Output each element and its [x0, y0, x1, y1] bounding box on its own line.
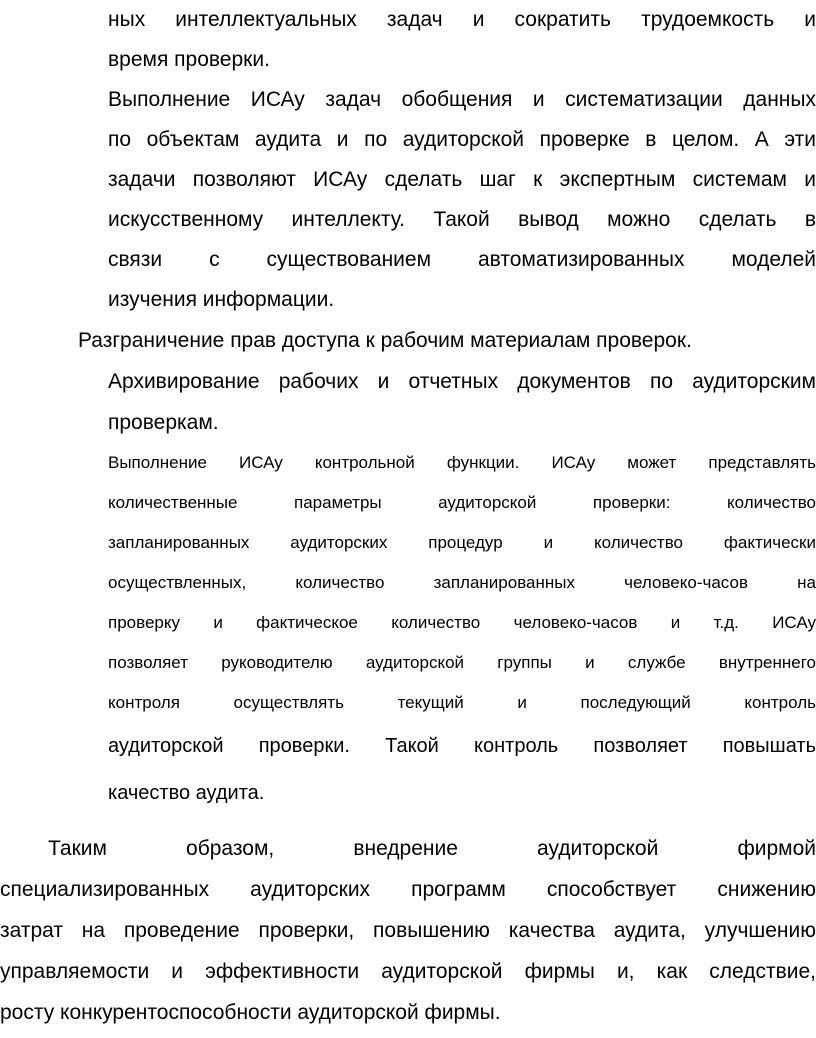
text-line: Архивирование рабочих и отчетных документов по аудиторским: [108, 370, 816, 393]
text-line: Таким образом, внедрение аудиторской фирмой: [48, 837, 816, 860]
text-line: контроля осуществлять текущий и последующий контроль: [108, 693, 816, 712]
list-item-archive: [108, 361, 816, 443]
text-line: аудиторской проверки. Такой контроль позволяет повышать: [108, 735, 816, 757]
text-line: росту конкурентоспособности аудиторской фирмы.: [0, 1001, 501, 1024]
text-line: количественные параметры аудиторской проверки: количество: [108, 493, 816, 512]
text-line: проверкам.: [108, 411, 219, 434]
text-line: время проверки.: [108, 48, 270, 71]
text-line: ных интеллектуальных задач и сократить трудоемкость и: [108, 8, 816, 31]
text-line: Разграничение прав доступа к рабочим материалам проверок.: [78, 329, 692, 352]
text-line: специализированных аудиторских программ способствует снижению: [0, 878, 816, 901]
text-line: управляемости и эффективности аудиторской фирмы и, как следствие,: [0, 960, 816, 983]
text-line: изучения информации.: [108, 288, 335, 311]
text-line: искусственному интеллекту. Такой вывод можно сделать в: [108, 208, 816, 231]
list-item-access: [78, 321, 816, 361]
text-line: Выполнение ИСАу задач обобщения и систематизации данных: [108, 88, 816, 111]
list-item-generalization: [108, 80, 816, 320]
conclusion-paragraph: [0, 828, 816, 1033]
text-line: Выполнение ИСАу контрольной функции. ИСАу может представлять: [108, 453, 816, 472]
text-line: проверку и фактическое количество человеко-часов и т.д. ИСАу: [108, 613, 816, 632]
text-line: осуществленных, количество запланированных человеко-часов на: [108, 573, 816, 592]
text-line: запланированных аудиторских процедур и количество фактически: [108, 533, 816, 552]
text-line: позволяет руководителю аудиторской группы и службе внутреннего: [108, 653, 816, 672]
text-line: качество аудита.: [108, 782, 265, 804]
intro-paragraph: [108, 0, 816, 80]
text-line: связи с существованием автоматизированных моделей: [108, 248, 816, 271]
list-item-control: [108, 443, 816, 817]
text-line: затрат на проведение проверки, повышению качества аудита, улучшению: [0, 919, 816, 942]
text-line: по объектам аудита и по аудиторской проверке в целом. А эти: [108, 128, 816, 151]
text-line: задачи позволяют ИСАу сделать шаг к экспертным системам и: [108, 168, 816, 191]
